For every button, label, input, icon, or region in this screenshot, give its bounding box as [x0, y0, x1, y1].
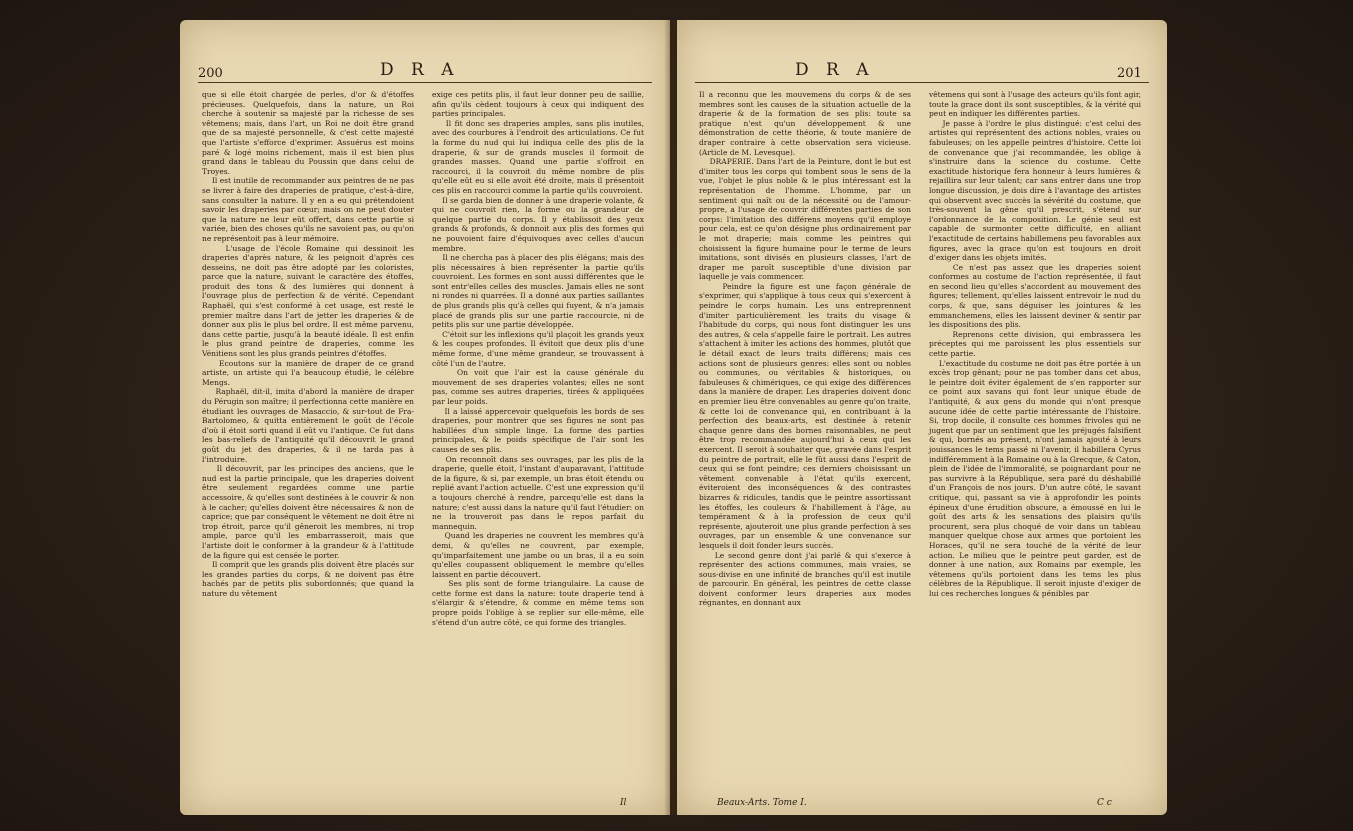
running-head: D R A [795, 60, 875, 80]
page-number: 200 [198, 66, 223, 81]
right-page [677, 20, 1167, 815]
text-column-1: Il a reconnu que les mouvemens du corps & de ses membres sont les causes de la situation actuelle de la draperie & de la formation de ses plis: toute sa pratique n'est qu'un développement & une démonstration de cette théorie, & toute manière de draper contraire à cette observation sera vicieuse. (Article de M. Levesque). DRAPERIE. Dans l'art de la Peinture, dont le but est d'imiter tous les corps qui tombent sous le sens de la vue, l'objet le plus noble & le plus intéressant est la représentation de l'homme. L'homme, par un sentiment qui naît ou de la nécessité ou de l'amour-propre, a l'usage de couvrir différentes parties de son corps: l'imitation des différens moyens qu'il employe pour cela, est ce qu'on désigne plus ordinairement par le mot draperie; mais comme les peintres qui choisissent la figure humaine pour le terme de leurs imitations, sont divisés en plusieurs classes, l'art de draper me paroît susceptible d'une division par laquelle je vais commencer. Peindre la figure est une façon générale de s'exprimer, qui s'applique à tous ceux qui s'exercent à peindre le corps humain. Les uns entreprennent d'imiter particulièrement les traits du visage & l'habitude du corps, qui nous font distinguer les uns des autres, & cela s'appelle faire le portrait. Les autres s'attachent à imiter les actions des hommes, plutôt que le détail exact de leurs traits différens; mais ces actions sont de plusieurs genres: elles sont ou nobles ou communes, ou véritables & historiques, ou fabuleuses & chimériques, ce qui exige des différences dans la manière de draper. Les draperies doivent donc en premier lieu être convenables au genre qu'on traite, & cette loi de convenance qui, en contribuant à la perfection des beaux-arts, est destinée à retenir chaque genre dans des bornes raisonnables, ne peut être trop recommandée aujourd'hui à ceux qui les exercent. Il seroit à souhaiter que, gravée dans l'esprit du peintre de portrait, elle le fût aussi dans l'esprit de ceux qui se font peindre; ces derniers choisissant un vêtement convenable à l'état qu'ils exercent, éviteroient des inconséquences & des contrastes bizarres & ridicules, tandis que le peintre assortissant les étoffes, les couleurs & l'habillement à l'âge, au tempérament & à la profession de ceux qu'il représente, ajouteroit une plus grande perfection à ses ouvrages, par un ensemble & une convenance sur lesquels il doit fonder leurs succès. Le second genre dont j'ai parlé & qui s'exerce à représenter des actions communes, mais vraies, se sous-divise en une infinité de branches qu'il est inutile de parcourir. En général, les peintres de cette classe doivent conformer leurs draperies aux modes régnantes, en donnant aux [699, 90, 911, 608]
text-column-2: exige ces petits plis, il faut leur donner peu de saillie, afin qu'ils cèdent toujours à ceux qui indiquent des parties principales. Il fit donc ses draperies amples, sans plis inutiles, avec des courbures à l'endroit des articulations. Ce fut la forme du nud qui lui indiqua celle des plis de la draperie, & sur de grands muscles il formoit de grandes masses. Quand une partie s'offroit en raccourci, il la couvroit du même nombre de plis qu'elle eût eu si elle avoit été droite, mais il présentoit ces plis en raccourci comme la partie qu'ils couvroient. Il se garda bien de donner à une draperie volante, & qui ne couvroit rien, la forme ou la grandeur de quelque partie du corps. Il y établissoit des yeux grands & profonds, & donnoit aux plis des formes qui ne pouvoient faire d'équivoques avec celles d'aucun membre. Il ne chercha pas à placer des plis élégans; mais des plis nécessaires à bien représenter la partie qu'ils couvroient. Les formes en sont aussi différentes que le sont entr'elles celles des muscles. Jamais elles ne sont ni rondes ni quarrées. Il a donné aux parties saillantes de plus grands plis qu'à celles qui fuyent, & n'a jamais placé de grands plis sur une partie raccourcie, ni de petits plis sur une partie développée. C'étoit sur les inflexions qu'il plaçoit les grands yeux & les coupes profondes. Il évitoit que deux plis d'une même forme, d'une même grandeur, se trouvassent à côté l'un de l'autre. On voit que l'air est la cause générale du mouvement de ses draperies volantes; elles ne sont pas, comme ses autres draperies, tirées & appliquées par leur poids. Il a laissé appercevoir quelquefois les bords de ses draperies, pour montrer que ses figures ne sont pas habillées d'un simple linge. La forme des parties principales, & le poids spécifique de l'air sont les causes de ses plis. On reconnoît dans ses ouvrages, par les plis de la draperie, quelle étoit, l'instant d'auparavant, l'attitude de la figure, & si, par exemple, un bras étoit étendu ou replié avant l'action actuelle. C'est une expression qu'il a toujours cherché à rendre, parcequ'elle est dans la nature; c'est aussi dans la nature qu'il faut l'étudier: on ne la trouveroit pas dans le repos parfait du mannequin. Quand les draperies ne couvrent les membres qu'à demi, & qu'elles ne couvrent, par exemple, qu'imparfaitement une jambe ou un bras, il a eu soin qu'elles coupassent obliquement le membre qu'elles laissent en partie découvert. Ses plis sont de forme triangulaire. La cause de cette forme est dans la nature: toute draperie tend à s'élargir & s'étendre, & comme en même tems son propre poids l'oblige à se replier sur elle-même, elle s'étend d'un autre côté, ce qui forme des triangles. [432, 90, 644, 627]
footer-volume: Beaux-Arts. Tome I. [717, 798, 807, 808]
header-rule [198, 82, 652, 83]
running-head: D R A [380, 60, 460, 80]
text-column-2: vêtemens qui sont à l'usage des acteurs qu'ils font agir, toute la grace dont ils sont susceptibles, & la vérité qui peut en indiquer les différentes parties. Je passe à l'ordre le plus distingué: c'est celui des artistes qui représentent des actions nobles, vraies ou fabuleuses; on les appelle peintres d'histoire. Cette loi de convenance que j'ai recommandée, les oblige à s'instruire dans la science du costume. Cette exactitude historique fera honneur à leurs lumières & rejaillira sur leur talent; car sans entrer dans une trop longue discussion, je dois dire à l'avantage des artistes qui observent avec succès la sévérité du costume, que très-souvent la gêne qu'il prescrit, s'étend sur l'ordonnance de la composition. Le génie seul est capable de surmonter cette difficulté, en alliant l'exactitude de certains habillemens peu favorables aux figures, avec la grace qu'on est toujours en droit d'exiger dans les objets imités. Ce n'est pas assez que les draperies soient conformes au costume de l'action représentée, il faut en second lieu qu'elles s'accordent au mouvement des figures; tellement, qu'elles laissent entrevoir le nud du corps, & que, sans déguiser les jointures & les emmanchemens, elles les laissent deviner & sentir par les dispositions des plis. Reprenons cette division, qui embrassera les préceptes qui me paroissent les plus essentiels sur cette partie. L'exactitude du costume ne doit pas être portée à un excès trop gênant; pour ne pas tomber dans cet abus, le peintre doit éviter également de s'en rapporter sur ce point aux savans qui font leur unique étude de l'antiquité, & aux gens du monde qui n'ont presque aucune idée de cette partie intéressante de l'histoire. Si, trop docile, il consulte ces hommes frivoles qui ne jugent que par un sentiment que les préjugés falsifient & qui, bornés au présent, n'ont jamais ajouté à leurs jouissances le tems passé ni l'avenir, il habillera Cyrus indifféremment à la Romaine ou à la Grecque, & Caton, plein de l'idée de l'immoralité, se poignardant pour ne pas survivre à la République, sera paré du déshabillé d'un François de nos jours. D'un autre côté, le savant critique, qui, passant sa vie à approfondir les points épineux d'une érudition obscure, a émoussé en lui le goût des arts & les sensations des plaisirs qu'ils procurent, sera plus choqué de voir dans un tableau manquer quelque chose aux armes que portoient les Horaces, qu'il ne sera touché de la vérité de leur action. Le milieu que le peintre peut garder, est de donner à une nation, aux Romains par exemple, les vêtemens qu'ils portoient dans les tems les plus célèbres de la République. Il seroit injuste d'exiger de lui ces recherches longues & pénibles par [929, 90, 1141, 598]
catchword: Il [620, 798, 627, 808]
page-number: 201 [1117, 66, 1142, 81]
header-rule [695, 82, 1149, 83]
signature-mark: C c [1097, 798, 1112, 808]
text-column-1: que si elle étoit chargée de perles, d'or & d'étoffes précieuses. Quelquefois, dans la nature, un Roi cherche à soutenir sa majesté par la richesse de ses vêtemens; mais, dans l'art, un Roi ne doit être grand que de sa majesté personnelle, & c'est cette majesté que l'artiste s'efforce d'exprimer. Assuérus est moins paré & logé moins richement, mais il est bien plus grand dans le tableau du Poussin que dans celui de Troyes. Il est inutile de recommander aux peintres de ne pas se livrer à faire des draperies de pratique, c'est-à-dire, sans consulter la nature. Il y en a eu qui prétendoient savoir les draperies par cœur; mais on ne peut douter que la nature ne leur eût offert, dans cette partie si variée, bien des choses qu'ils ne savoient pas, ou qu'on ne représentoit pas à leur mémoire. L'usage de l'école Romaine qui dessinoit les draperies d'après nature, & les peignoit d'après ces desseins, ne doit pas être adopté par les coloristes, parce que la nature, suivant le caractère des étoffes, produit des tons & des lumières qui donnent à l'ouvrage plus de perfection & de vérité. Cependant Raphaël, qui s'est conformé à cet usage, est resté le premier maître dans l'art de jetter les draperies & de donner aux plis le plus bel ordre. Il est même parvenu, dans cette partie, jusqu'à la beauté idéale. Il est enfin le plus grand peintre de draperies, comme les Vénitiens sont les plus grands peintres d'étoffes. Ecoutons sur la manière de draper de ce grand artiste, un artiste qui l'a beaucoup étudié, le célèbre Mengs. Raphaël, dit-il, imita d'abord la manière de draper du Pérugin son maître; il perfectionna cette manière en étudiant les ouvrages de Masaccio, & sur-tout de Fra-Bartolomeo, & quitta entièrement le goût de l'école d'où il étoit sorti quand il eût vu l'antique. Ce fut dans les bas-reliefs de l'antiquité qu'il découvrit le grand goût du jet des draperies, & il ne tarda pas à l'introduire. Il découvrit, par les principes des anciens, que le nud est la partie principale, que les draperies doivent être seulement regardées comme une partie accessoire, & qu'elles sont destinées à le couvrir & non à le cacher; qu'elles doivent être nécessaires & non de caprice; que par conséquent le vêtement ne doit être ni trop étroit, parce qu'il gêneroit les membres, ni trop ample, parce qu'il les embarrasseroit, mais que l'artiste doit le conformer à la grandeur & à l'attitude de la figure qui est censée le porter. Il comprit que les grands plis doivent être placés sur les grandes parties du corps, & ne doivent pas être hachés par de petits plis subordonnés; que quand la nature du vêtement [202, 90, 414, 598]
left-page [180, 20, 670, 815]
